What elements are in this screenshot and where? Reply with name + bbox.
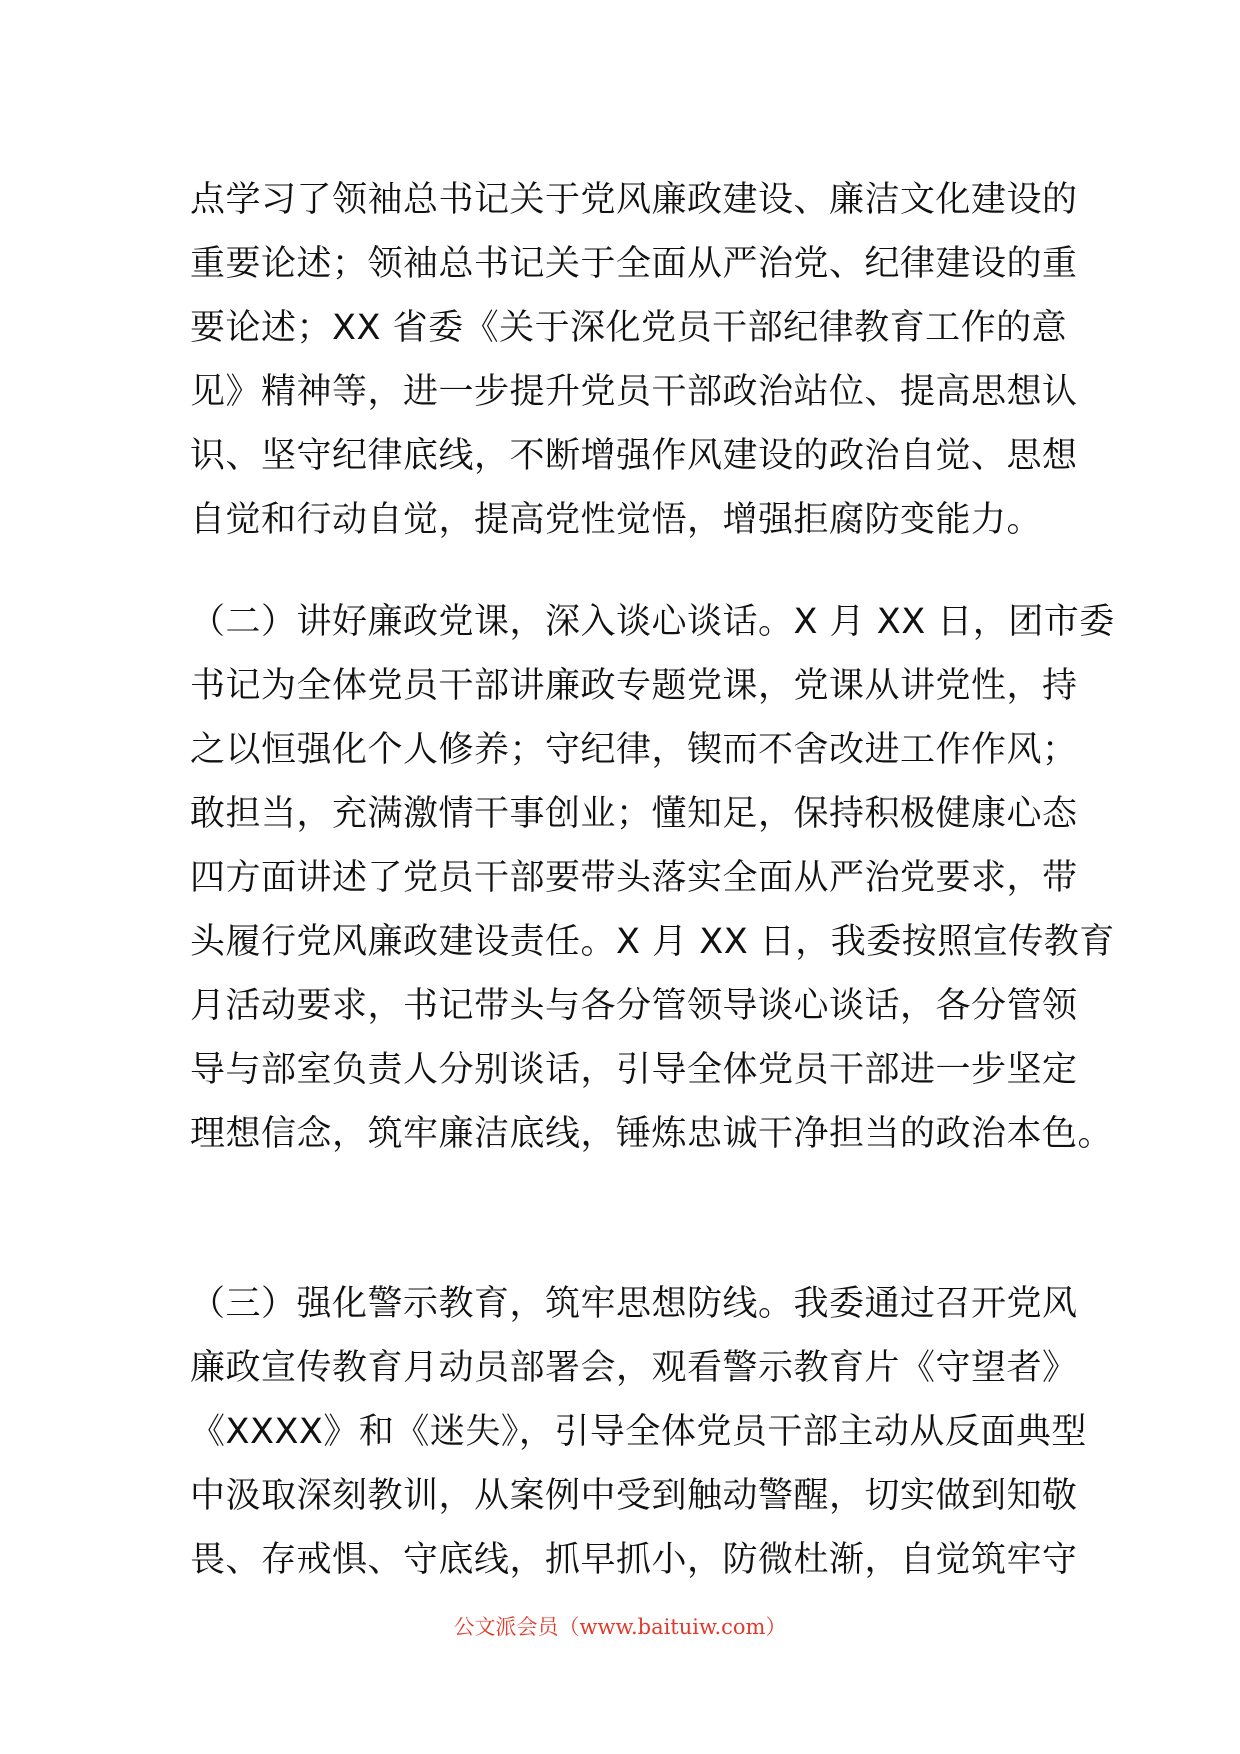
- paragraph-line: 畏、存戒惧、守底线，抓早抓小，防微杜渐，自觉筑牢守: [190, 1540, 1078, 1580]
- paragraph-line: 重要论述；领袖总书记关于全面从严治党、纪律建设的重: [190, 244, 1078, 284]
- paragraph-line: 廉政宣传教育月动员部署会，观看警示教育片《守望者》: [190, 1348, 1078, 1388]
- paragraph-3: [190, 1272, 1087, 1592]
- paragraph-line: 点学习了领袖总书记关于党风廉政建设、廉洁文化建设的: [190, 180, 1078, 220]
- paragraph-2: [190, 590, 1115, 1166]
- paragraph-line: 中汲取深刻教训，从案例中受到触动警醒，切实做到知敬: [190, 1476, 1078, 1516]
- paragraph-line: 之以恒强化个人修养；守纪律，锲而不舍改进工作作风；: [190, 730, 1078, 770]
- paragraph-line: 四方面讲述了党员干部要带头落实全面从严治党要求，带: [190, 858, 1078, 898]
- paragraph-line: 《XXXX》和《迷失》，引导全体党员干部主动从反面典型: [190, 1412, 1087, 1452]
- paragraph-line: 头履行党风廉政建设责任。X 月 XX 日，我委按照宣传教育: [190, 922, 1115, 962]
- paragraph-line: （二）讲好廉政党课，深入谈心谈话。X 月 XX 日，团市委: [190, 602, 1115, 642]
- paragraph-line: 月活动要求，书记带头与各分管领导谈心谈话，各分管领: [190, 986, 1078, 1026]
- paragraph-line: 敢担当，充满激情干事创业；懂知足，保持积极健康心态: [190, 794, 1078, 834]
- paragraph-1: [190, 168, 1078, 552]
- paragraph-line: （三）强化警示教育，筑牢思想防线。我委通过召开党风: [190, 1284, 1078, 1324]
- paragraph-line: 要论述；XX 省委《关于深化党员干部纪律教育工作的意: [190, 308, 1068, 348]
- paragraph-line: 书记为全体党员干部讲廉政专题党课，党课从讲党性，持: [190, 666, 1078, 706]
- paragraph-line: 见》精神等，进一步提升党员干部政治站位、提高思想认: [190, 372, 1078, 412]
- paragraph-line: 导与部室负责人分别谈话，引导全体党员干部进一步坚定: [190, 1050, 1078, 1090]
- paragraph-line: 识、坚守纪律底线，不断增强作风建设的政治自觉、思想: [190, 436, 1078, 476]
- paragraph-line: 自觉和行动自觉，提高党性觉悟，增强拒腐防变能力。: [190, 500, 1043, 540]
- footer-watermark-link[interactable]: 公文派会员（www.baituiw.com）: [453, 1615, 787, 1639]
- paragraph-line: 理想信念，筑牢廉洁底线，锤炼忠诚干净担当的政治本色。: [190, 1114, 1114, 1154]
